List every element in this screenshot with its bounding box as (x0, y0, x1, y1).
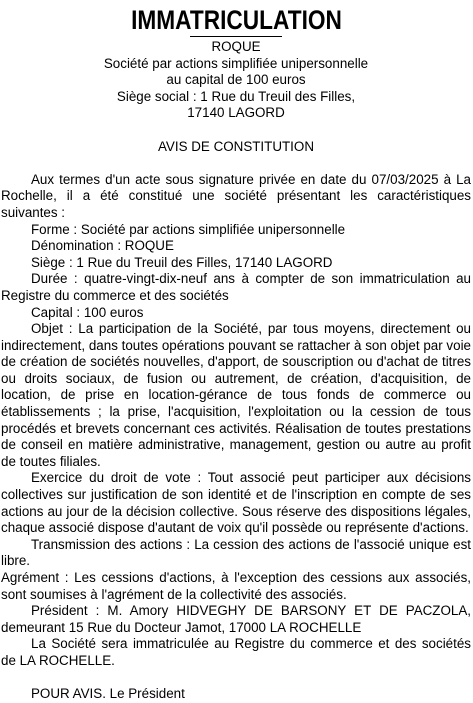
siege-line: Siège : 1 Rue du Treuil des Filles, 17140 LAGORD (31, 254, 333, 270)
spacer (1, 122, 471, 139)
duree-paragraph: Durée : quatre-vingt-dix-neuf ans à compter de son immatriculation au Registre du commerce et des sociétés (1, 271, 471, 303)
objet-paragraph: Objet : La participation de la Société, par tous moyens, directement ou indirectement, dans toutes opérations pouvant se rattacher à son objet par voie de création de sociétés nouvelles, d'apport, de souscription ou d'achat de titres ou droits sociaux, de fusion ou autrement, de création, d'acquisition, de location, de prise en location-gérance de tous fonds de commerce ou établissements ; la prise, l'acquisition, l'exploitation ou la cession de tous procédés et brevets concernant ces activités. Réalisation de toutes prestations de conseil en matière administrative, management, gestion ou autre au profit de toutes filiales. (1, 321, 471, 469)
forme-line: Forme : Société par actions simplifiée unipersonnelle (31, 221, 346, 237)
company-seat-line-1: Siège social : 1 Rue du Treuil des Filles, (116, 88, 356, 104)
heading-divider (190, 36, 282, 37)
spacer (1, 155, 471, 172)
spacer (1, 670, 471, 687)
capital-line: Capital : 100 euros (31, 304, 144, 320)
signature-line: POUR AVIS. Le Président (31, 686, 185, 702)
vote-paragraph: Exercice du droit de vote : Tout associé peut participer aux décisions collectives sur justification de son identité et de l'inscription en compte de ses actions au jour de la décision collective. Sous réserve des dispositions légales, chaque associé dispose d'autant de voix qu'il possède ou représente d'actions. (1, 470, 471, 536)
intro-paragraph: Aux termes d'un acte sous signature privée en date du 07/03/2025 à La Rochelle, il a été constitué une société présentant les caractéristiques suivantes : (1, 171, 471, 220)
denomination-line: Dénomination : ROQUE (31, 238, 174, 254)
president-paragraph: Président : M. Amory HIDVEGHY DE BARSONY ET DE PACZOLA, demeurant 15 Rue du Docteur Jamot, 17000 LA ROCHELLE (1, 603, 471, 635)
notice-title: AVIS DE CONSTITUTION (158, 138, 314, 154)
notice-body (1, 39, 471, 703)
registry-paragraph: La Société sera immatriculée au Registre du commerce et des sociétés de LA ROCHELLE. (1, 636, 471, 668)
company-name: ROQUE (211, 39, 261, 54)
transmission-paragraph: Transmission des actions : La cession des actions de l'associé unique est libre. (1, 536, 471, 569)
notice-heading: IMMATRICULATION (131, 5, 342, 35)
company-capital: au capital de 100 euros (166, 72, 306, 88)
company-seat-line-2: 17140 LAGORD (187, 105, 285, 121)
company-form: Société par actions simplifiée unipersonnelle (103, 55, 369, 71)
agrement-paragraph: Agrément : Les cessions d'actions, à l'exception des cessions aux associés, sont soumises à l'agrément de la collectivité des associés. (1, 570, 471, 602)
